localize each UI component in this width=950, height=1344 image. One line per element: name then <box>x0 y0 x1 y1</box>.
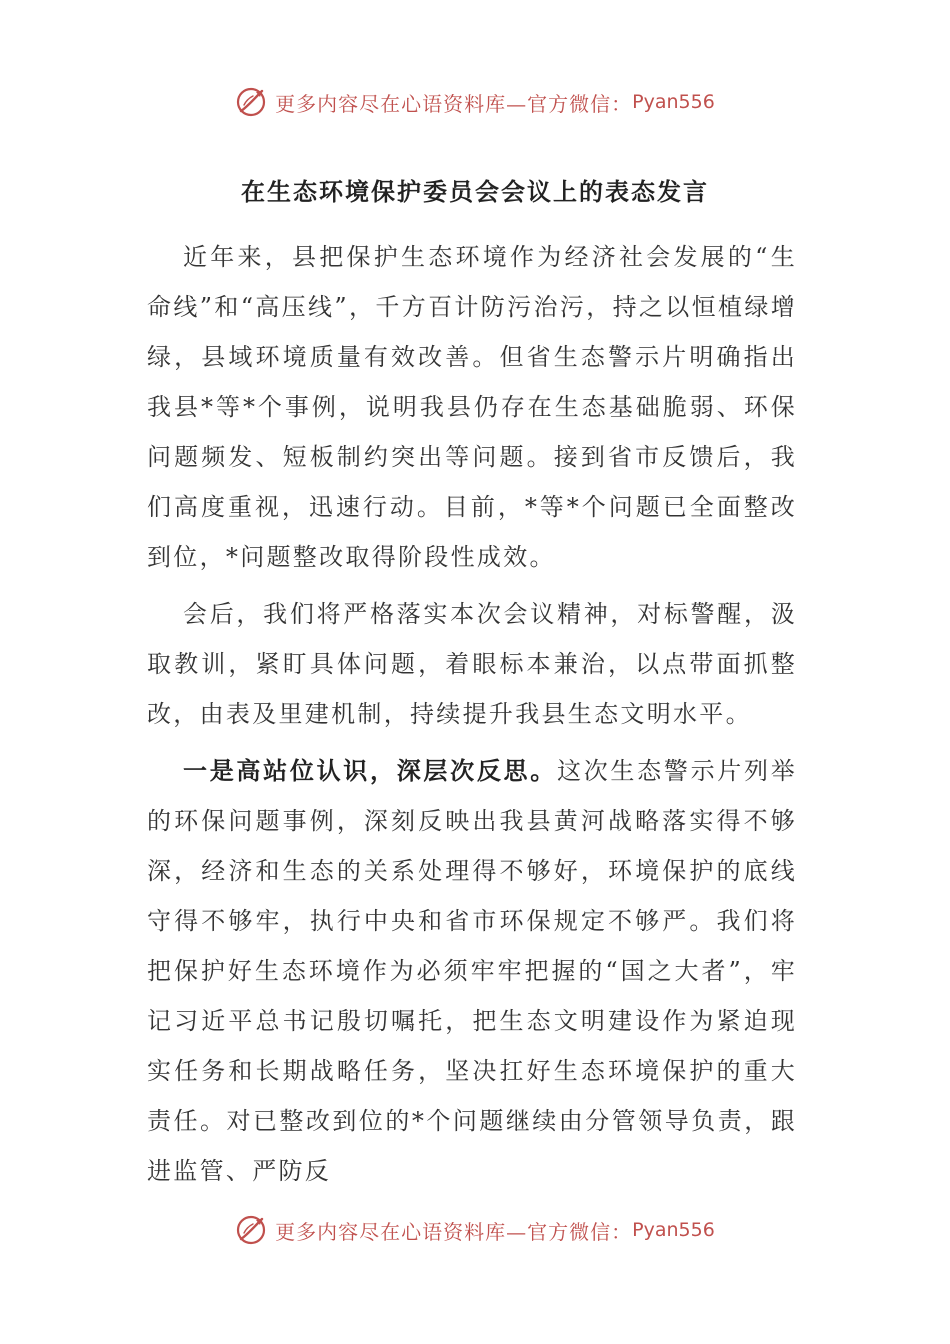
paragraph-text: 近年来，县把保护生态环境作为经济社会发展的“生命线”和“高压线”，千方百计防污治污，持之以恒植绿增绿，县域环境质量有效改善。但省生态警示片明确指出我县*等*个事例，说明我县仍存在生态基础脆弱、环保问题频发、短板制约突出等问题。接到省市反馈后，我们高度重视，迅速行动。目前，*等*个问题已全面整改到位，*问题整改取得阶段性成效。 <box>147 243 797 571</box>
paragraph <box>147 589 797 739</box>
paragraph <box>147 746 797 1196</box>
header-watermark <box>0 80 950 124</box>
watermark-text: 更多内容尽在心语资料库—官方微信： <box>275 91 633 116</box>
paragraph-text: 这次生态警示片列举的环保问题事例，深刻反映出我县黄河战略落实得不够深，经济和生态的关系处理得不够好，环境保护的底线守得不够牢，执行中央和省市环保规定不够严。我们将把保护好生态环境作为必须牢牢把握的“国之大者”，牢记习近平总书记殷切嘱托，把生态文明建设作为紧迫现实任务和长期战略任务，坚决扛好生态环境保护的重大责任。对已整改到位的*个问题继续由分管领导负责，跟进监管、严防反 <box>147 757 798 1185</box>
paragraph <box>147 232 797 582</box>
watermark-wechat-id: Pyan556 <box>632 91 715 113</box>
footer-watermark <box>0 1208 950 1252</box>
paragraph-text: 会后，我们将严格落实本次会议精神，对标警醒，汲取教训，紧盯具体问题，着眼标本兼治，以点带面抓整改，由表及里建机制，持续提升我县生态文明水平。 <box>147 600 797 728</box>
pen-logo-icon <box>235 86 267 118</box>
watermark-text: 更多内容尽在心语资料库—官方微信： <box>275 1219 633 1244</box>
paragraph-lead: 一是高站位认识，深层次反思。 <box>183 756 557 785</box>
watermark-wechat-id: Pyan556 <box>632 1219 715 1241</box>
pen-logo-icon <box>235 1214 267 1246</box>
document-title: 在生态环境保护委员会会议上的表态发言 <box>241 177 709 206</box>
document-body <box>147 232 797 1196</box>
